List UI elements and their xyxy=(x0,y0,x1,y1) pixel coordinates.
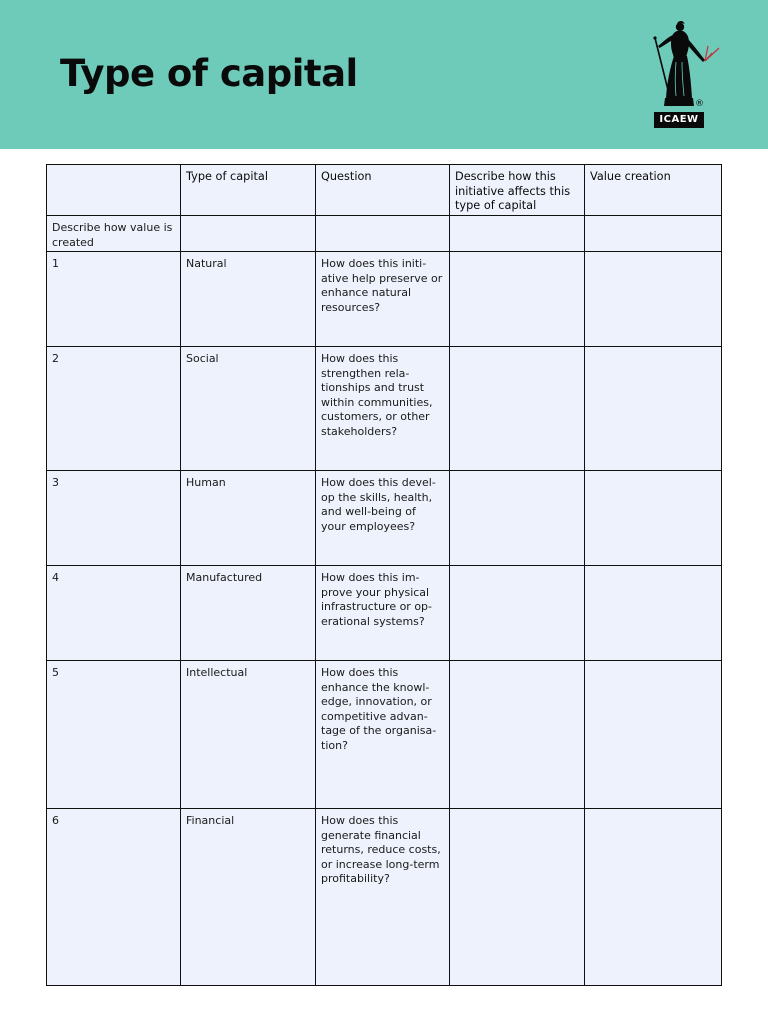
header-cell-type: Type of capital xyxy=(181,165,316,216)
header-cell-question: Question xyxy=(316,165,450,216)
table-row xyxy=(47,809,722,986)
capital-table xyxy=(46,164,722,986)
table-row xyxy=(47,661,722,809)
row-effect-input[interactable] xyxy=(450,252,585,347)
row-value-input[interactable] xyxy=(585,809,722,986)
table-row xyxy=(47,471,722,566)
row-value-input[interactable] xyxy=(585,252,722,347)
row-capital-type: Financial xyxy=(181,809,316,986)
row-value-input[interactable] xyxy=(585,471,722,566)
row-question: How does this im-prove your physical infrastructure or op-erational systems? xyxy=(316,566,450,661)
icaew-logo xyxy=(646,20,726,130)
header-banner xyxy=(0,0,768,149)
table-header-row xyxy=(47,165,722,216)
row-effect-input[interactable] xyxy=(450,347,585,471)
intro-label: Describe how value is created xyxy=(47,216,181,252)
row-value-input[interactable] xyxy=(585,347,722,471)
row-question: How does this strengthen rela-tionships and trust within communities, customers, or other stakeholders? xyxy=(316,347,450,471)
row-question: How does this initi-ative help preserve or enhance natural resources? xyxy=(316,252,450,347)
intro-cell-type[interactable] xyxy=(181,216,316,252)
row-number: 4 xyxy=(47,566,181,661)
table-row xyxy=(47,566,722,661)
row-effect-input[interactable] xyxy=(450,809,585,986)
intro-cell-question[interactable] xyxy=(316,216,450,252)
page-title: Type of capital xyxy=(60,52,358,95)
row-number: 2 xyxy=(47,347,181,471)
logo-wordmark: ICAEW xyxy=(654,112,704,128)
icaew-figure-logo-icon xyxy=(646,20,726,112)
intro-cell-value[interactable] xyxy=(585,216,722,252)
row-question: How does this devel-op the skills, health, and well-being of your employees? xyxy=(316,471,450,566)
table-row xyxy=(47,347,722,471)
row-number: 5 xyxy=(47,661,181,809)
row-capital-type: Intellectual xyxy=(181,661,316,809)
row-capital-type: Natural xyxy=(181,252,316,347)
row-question: How does this enhance the knowl-edge, innovation, or competitive advan-tage of the organisa-tion? xyxy=(316,661,450,809)
intro-cell-effect[interactable] xyxy=(450,216,585,252)
row-value-input[interactable] xyxy=(585,661,722,809)
header-cell-empty xyxy=(47,165,181,216)
header-cell-effect: Describe how this initiative affects this type of capital xyxy=(450,165,585,216)
row-question: How does this generate financial returns, reduce costs, or increase long-term profitability? xyxy=(316,809,450,986)
row-number: 1 xyxy=(47,252,181,347)
table-row xyxy=(47,252,722,347)
row-number: 6 xyxy=(47,809,181,986)
row-number: 3 xyxy=(47,471,181,566)
registered-mark: ® xyxy=(695,99,704,109)
row-capital-type: Social xyxy=(181,347,316,471)
row-value-input[interactable] xyxy=(585,566,722,661)
row-effect-input[interactable] xyxy=(450,471,585,566)
row-effect-input[interactable] xyxy=(450,566,585,661)
row-effect-input[interactable] xyxy=(450,661,585,809)
header-cell-value-creation: Value creation xyxy=(585,165,722,216)
row-capital-type: Human xyxy=(181,471,316,566)
intro-row xyxy=(47,216,722,252)
row-capital-type: Manufactured xyxy=(181,566,316,661)
